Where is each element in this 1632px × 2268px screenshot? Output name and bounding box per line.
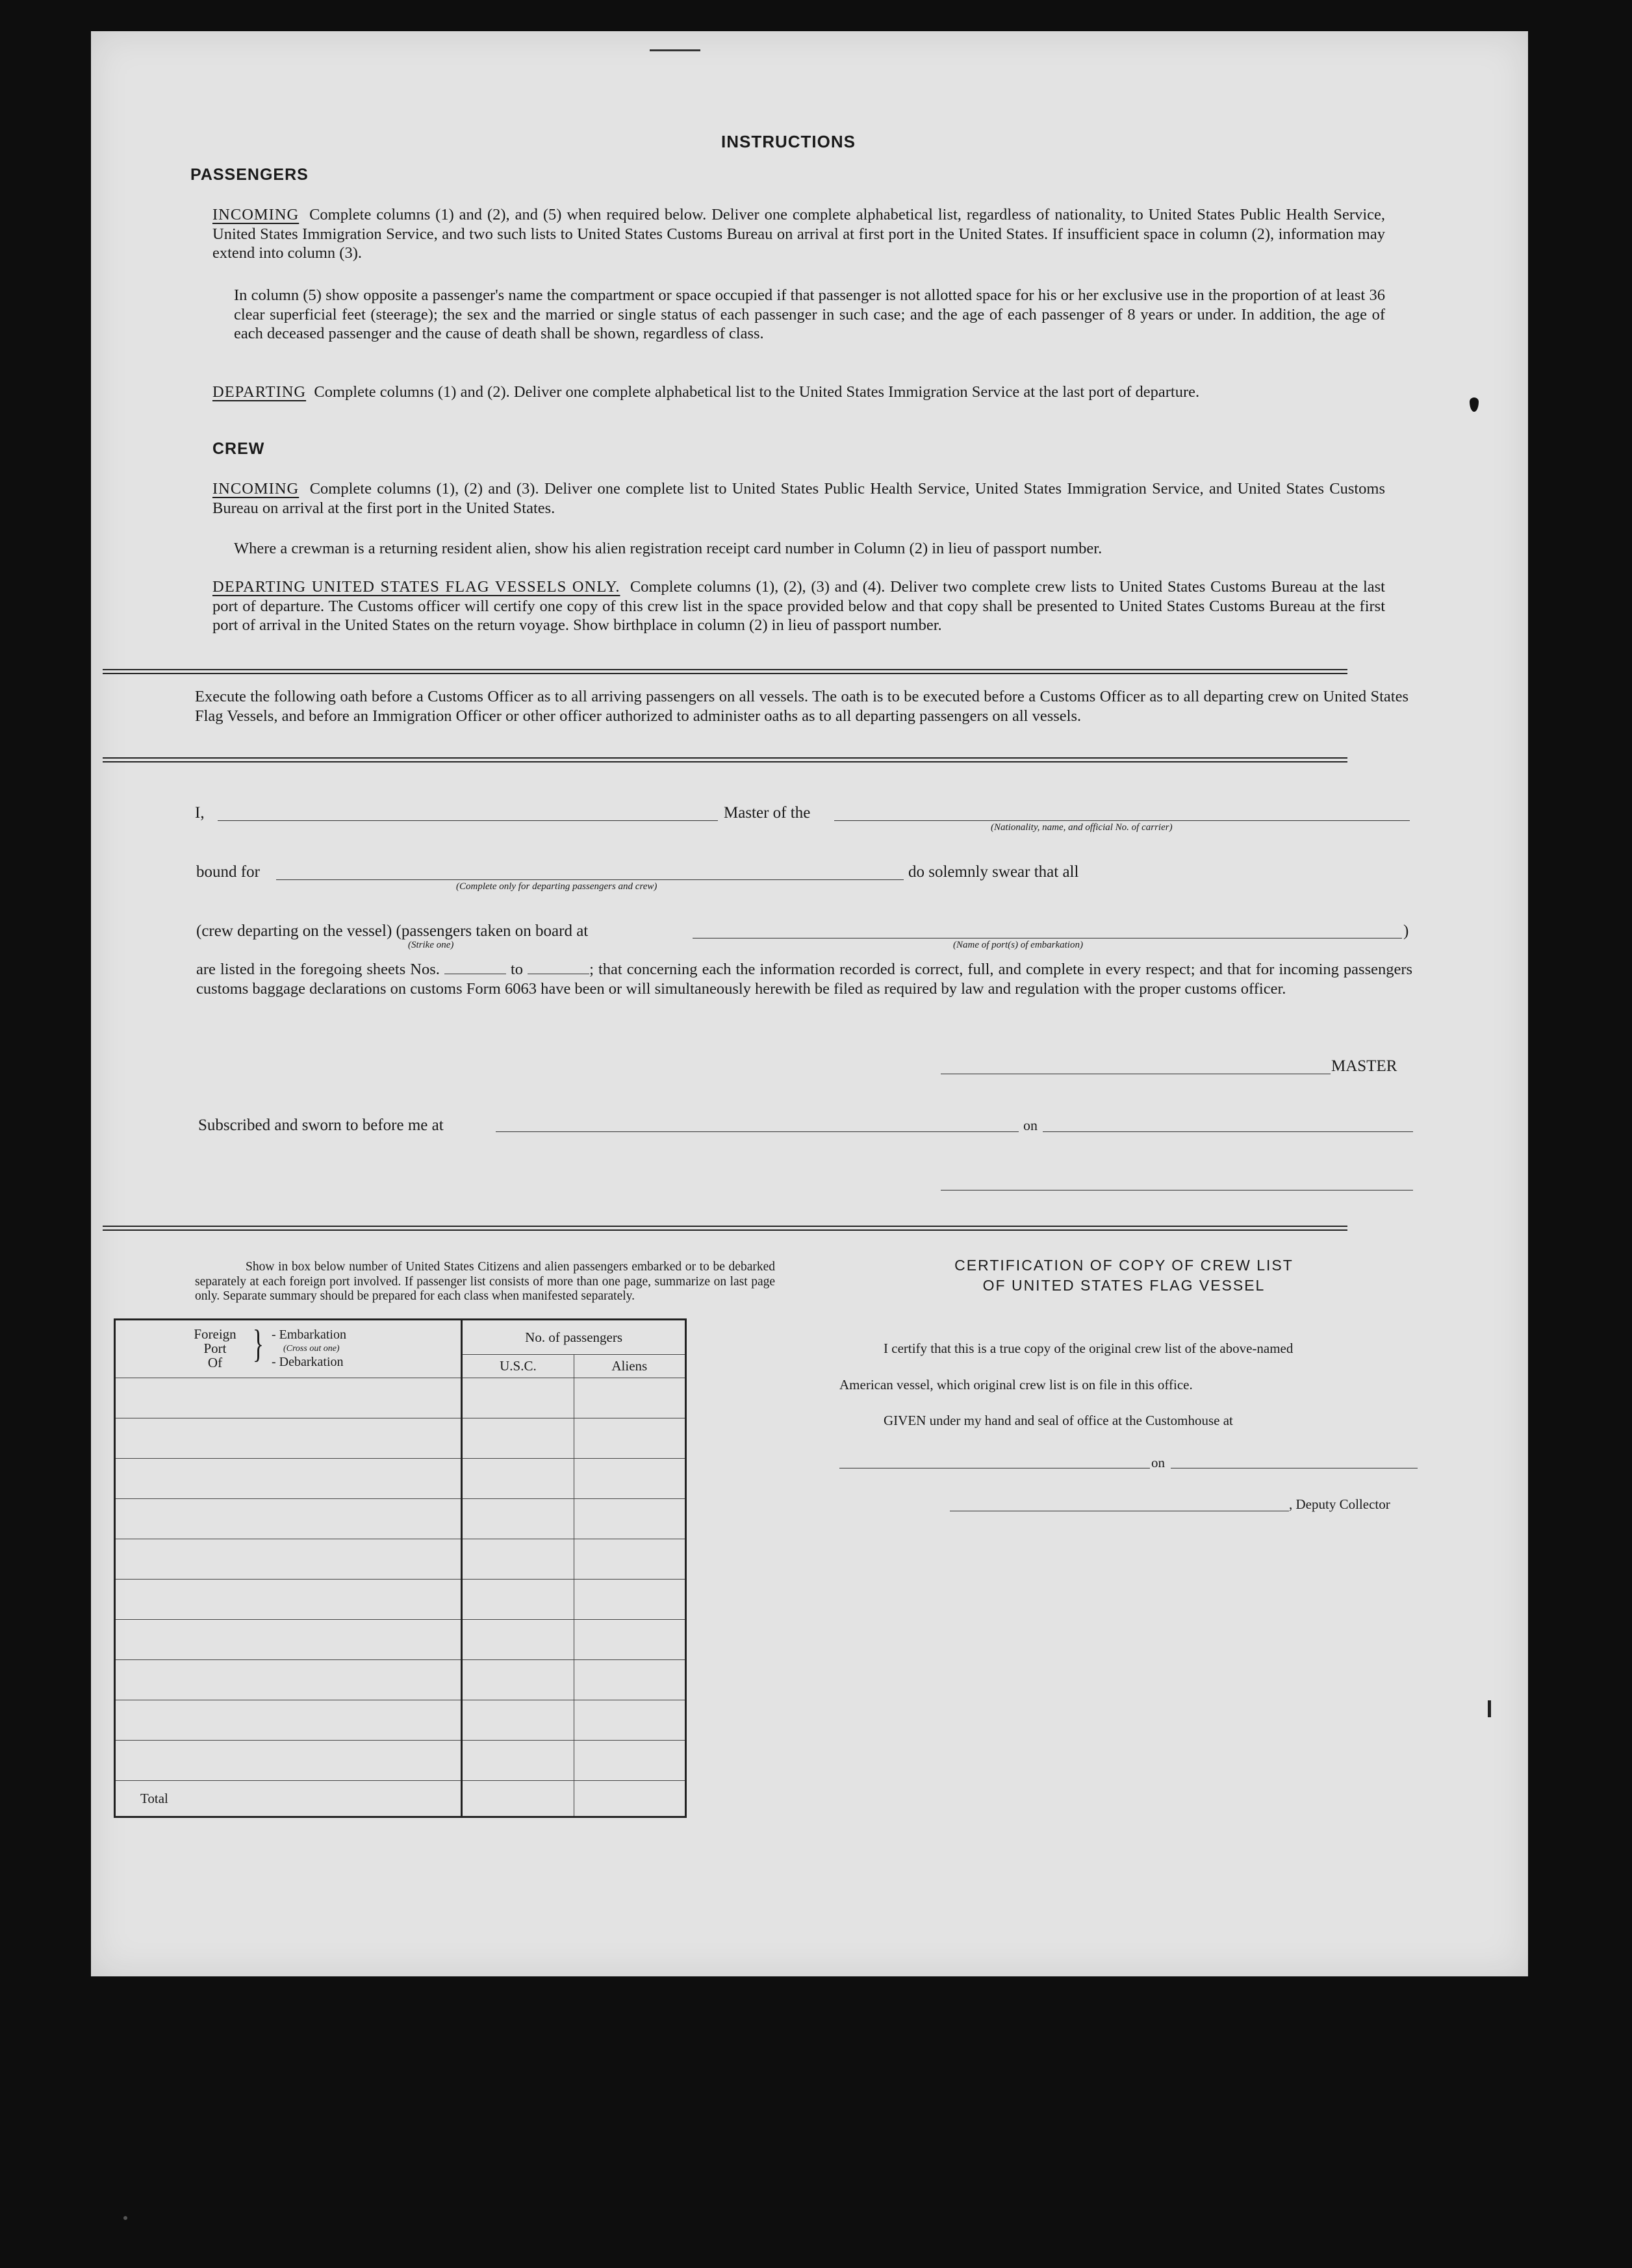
- of-label: Of: [207, 1355, 223, 1370]
- usc-cell[interactable]: [462, 1499, 574, 1539]
- port-cell[interactable]: [115, 1378, 462, 1418]
- crew-incoming-paragraph: [212, 479, 1385, 518]
- cert-on-label: on: [1151, 1455, 1165, 1470]
- master-label: MASTER: [1331, 1057, 1397, 1075]
- officer-signature-field[interactable]: [941, 1190, 1413, 1191]
- sheets-text-a: are listed in the foregoing sheets Nos.: [196, 961, 440, 978]
- crew-departing-label: DEPARTING UNITED STATES FLAG VESSELS ONLY.: [212, 578, 620, 596]
- brace-icon: }: [252, 1322, 264, 1365]
- passengers-departing-text: Complete columns (1) and (2). Deliver one complete alphabetical list to the United States Immigration Service at the last port of departure.: [314, 383, 1200, 401]
- total-label: Total: [115, 1781, 462, 1817]
- embarkation-label: - Embarkation: [272, 1328, 346, 1342]
- port-cell[interactable]: [115, 1660, 462, 1700]
- usc-cell[interactable]: [462, 1700, 574, 1741]
- aliens-cell[interactable]: [574, 1660, 685, 1700]
- usc-cell[interactable]: [462, 1459, 574, 1499]
- usc-total-cell[interactable]: [462, 1781, 574, 1817]
- oath-i-label: I,: [195, 804, 205, 822]
- aliens-cell[interactable]: [574, 1539, 685, 1580]
- close-paren: ): [1403, 922, 1409, 940]
- port-cell[interactable]: [115, 1620, 462, 1660]
- embarkation-ports-field[interactable]: [693, 938, 1402, 939]
- section-divider: [103, 1229, 1347, 1231]
- usc-cell[interactable]: [462, 1741, 574, 1781]
- no-of-passengers-header: No. of passengers: [462, 1320, 686, 1355]
- bound-for-label: bound for: [196, 863, 260, 881]
- aliens-cell[interactable]: [574, 1459, 685, 1499]
- port-cell[interactable]: [115, 1539, 462, 1580]
- port-cell[interactable]: [115, 1459, 462, 1499]
- aliens-cell[interactable]: [574, 1580, 685, 1620]
- aliens-header: Aliens: [574, 1355, 685, 1378]
- subscribed-label: Subscribed and sworn to before me at: [198, 1116, 444, 1134]
- usc-header: U.S.C.: [462, 1355, 574, 1378]
- bound-for-note: (Complete only for departing passengers and crew): [456, 881, 657, 892]
- port-cell[interactable]: [115, 1499, 462, 1539]
- scan-mark: [1488, 1700, 1491, 1717]
- section-heading-passengers: PASSENGERS: [190, 166, 309, 184]
- crew-departing-text: Complete columns (1), (2), (3) and (4). Deliver two complete crew lists to United States Customs Bureau at the last port of departure. The Customs officer will certify one copy of this crew list in the space provided below and that copy shall be presented to United States Customs Bureau at the first port of arrival in the United States on the return voyage. Show birthplace in column (2) in lieu of passport number.: [212, 578, 1385, 634]
- usc-cell[interactable]: [462, 1418, 574, 1459]
- certification-title-2: OF UNITED STATES FLAG VESSEL: [982, 1277, 1266, 1294]
- passengers-departing-label: DEPARTING: [212, 383, 307, 401]
- port-cell[interactable]: [115, 1418, 462, 1459]
- aliens-total-cell[interactable]: [574, 1781, 685, 1817]
- certify-text-b: American vessel, which original crew list is on file in this office.: [839, 1377, 1193, 1392]
- carrier-note: (Nationality, name, and official No. of carrier): [991, 822, 1173, 833]
- oath-intro-paragraph: Execute the following oath before a Customs Officer as to all arriving passengers on all vessels. The oath is to be executed before a Customs Officer as to all departing crew on United States Flag Vessels, and before an Immigration Officer or other officer authorized to administer oaths as to all departing passengers on all vessels.: [195, 688, 1409, 725]
- usc-cell[interactable]: [462, 1580, 574, 1620]
- foreign-port-header: [115, 1320, 462, 1378]
- usc-cell[interactable]: [462, 1539, 574, 1580]
- ports-note: (Name of port(s) of embarkation): [953, 940, 1083, 950]
- sworn-on-label: on: [1023, 1117, 1038, 1133]
- port-cell[interactable]: [115, 1580, 462, 1620]
- strike-one-note: (Strike one): [408, 940, 454, 950]
- sheet-from-field[interactable]: [444, 961, 506, 974]
- sheets-paragraph: [196, 960, 1412, 998]
- section-divider: [103, 673, 1347, 674]
- master-of-the-label: Master of the: [724, 804, 811, 822]
- aliens-cell[interactable]: [574, 1499, 685, 1539]
- aliens-cell[interactable]: [574, 1700, 685, 1741]
- sheets-text-b: ; that concerning each the information recorded is correct, full, and complete in every respect; and that for incoming passengers customs baggage declarations on customs Form 6063 have been or will simultaneously herewith be filed as required by law and regulation with the proper customs officer.: [196, 961, 1413, 998]
- sheet-to-field[interactable]: [528, 961, 589, 974]
- passengers-column5-paragraph: In column (5) show opposite a passenger's name the compartment or space occupied if that passenger is not allotted space for his or her exclusive use in the proportion of at least 36 clear superficial feet (steerage); the sex and the married or single status of each passenger in such case; and the age of each passenger of 8 years or under. In addition, the age of each deceased passenger and the cause of death shall be shown, regardless of class.: [234, 286, 1385, 342]
- master-name-field[interactable]: [218, 820, 718, 821]
- section-divider: [103, 1226, 1347, 1227]
- aliens-cell[interactable]: [574, 1378, 685, 1418]
- sworn-place-field[interactable]: [496, 1131, 1019, 1132]
- crew-departing-paragraph: [212, 577, 1385, 635]
- crew-incoming-text: Complete columns (1), (2) and (3). Deliver one complete list to United States Public Health Service, United States Immigration Service, and United States Customs Bureau on arrival at the first port in the United States.: [212, 480, 1385, 517]
- foreign-label: Foreign: [194, 1326, 236, 1342]
- given-text: GIVEN under my hand and seal of office at the Customhouse at: [884, 1413, 1233, 1428]
- section-divider: [103, 669, 1347, 670]
- scan-mark: [123, 2216, 127, 2220]
- passengers-incoming-text: Complete columns (1) and (2), and (5) when required below. Deliver one complete alphabetical list, regardless of nationality, to United States Public Health Service, United States Immigration Service, and two such lists to United States Customs Bureau on arrival at first port in the United States. If insufficient space in column (2), information may extend into column (3).: [212, 206, 1386, 262]
- page-title: INSTRUCTIONS: [721, 132, 856, 151]
- aliens-cell[interactable]: [574, 1620, 685, 1660]
- crew-alien-paragraph: Where a crewman is a returning resident alien, show his alien registration receipt card number in Column (2) in lieu of passport number.: [234, 540, 1103, 557]
- aliens-cell[interactable]: [574, 1741, 685, 1781]
- summary-instructions: Show in box below number of United States Citizens and alien passengers embarked or to be debarked separately at each foreign port involved. If passenger list consists of more than one page, summarize on last page only. Separate summary should be prepared for each class when manifested separately.: [195, 1260, 775, 1303]
- aliens-cell[interactable]: [574, 1418, 685, 1459]
- scan-mark: [650, 49, 700, 51]
- sheets-to-label: to: [511, 961, 524, 978]
- usc-cell[interactable]: [462, 1620, 574, 1660]
- sworn-date-field[interactable]: [1043, 1131, 1413, 1132]
- port-cell[interactable]: [115, 1741, 462, 1781]
- certification-title-1: CERTIFICATION OF COPY OF CREW LIST: [954, 1257, 1294, 1274]
- section-divider: [103, 761, 1347, 762]
- usc-cell[interactable]: [462, 1660, 574, 1700]
- crew-departing-label: (crew departing on the vessel) (passengers taken on board at: [196, 922, 589, 940]
- deputy-collector-label: , Deputy Collector: [1289, 1496, 1390, 1512]
- section-heading-crew: CREW: [212, 440, 265, 458]
- usc-cell[interactable]: [462, 1378, 574, 1418]
- debarkation-label: - Debarkation: [272, 1355, 344, 1369]
- port-label: Port: [203, 1341, 227, 1356]
- section-divider: [103, 757, 1347, 759]
- carrier-field[interactable]: [834, 820, 1410, 821]
- bound-for-field[interactable]: [276, 879, 904, 880]
- port-cell[interactable]: [115, 1700, 462, 1741]
- crew-incoming-label: INCOMING: [212, 480, 300, 498]
- passenger-summary-table: [114, 1318, 687, 1818]
- passengers-incoming-label: INCOMING: [212, 206, 300, 223]
- certify-text-a: I certify that this is a true copy of the original crew list of the above-named: [884, 1341, 1294, 1356]
- swear-text: do solemnly swear that all: [908, 863, 1079, 881]
- passengers-departing-paragraph: [212, 383, 1385, 402]
- passengers-incoming-paragraph: [212, 205, 1385, 263]
- cross-out-note: (Cross out one): [283, 1344, 340, 1354]
